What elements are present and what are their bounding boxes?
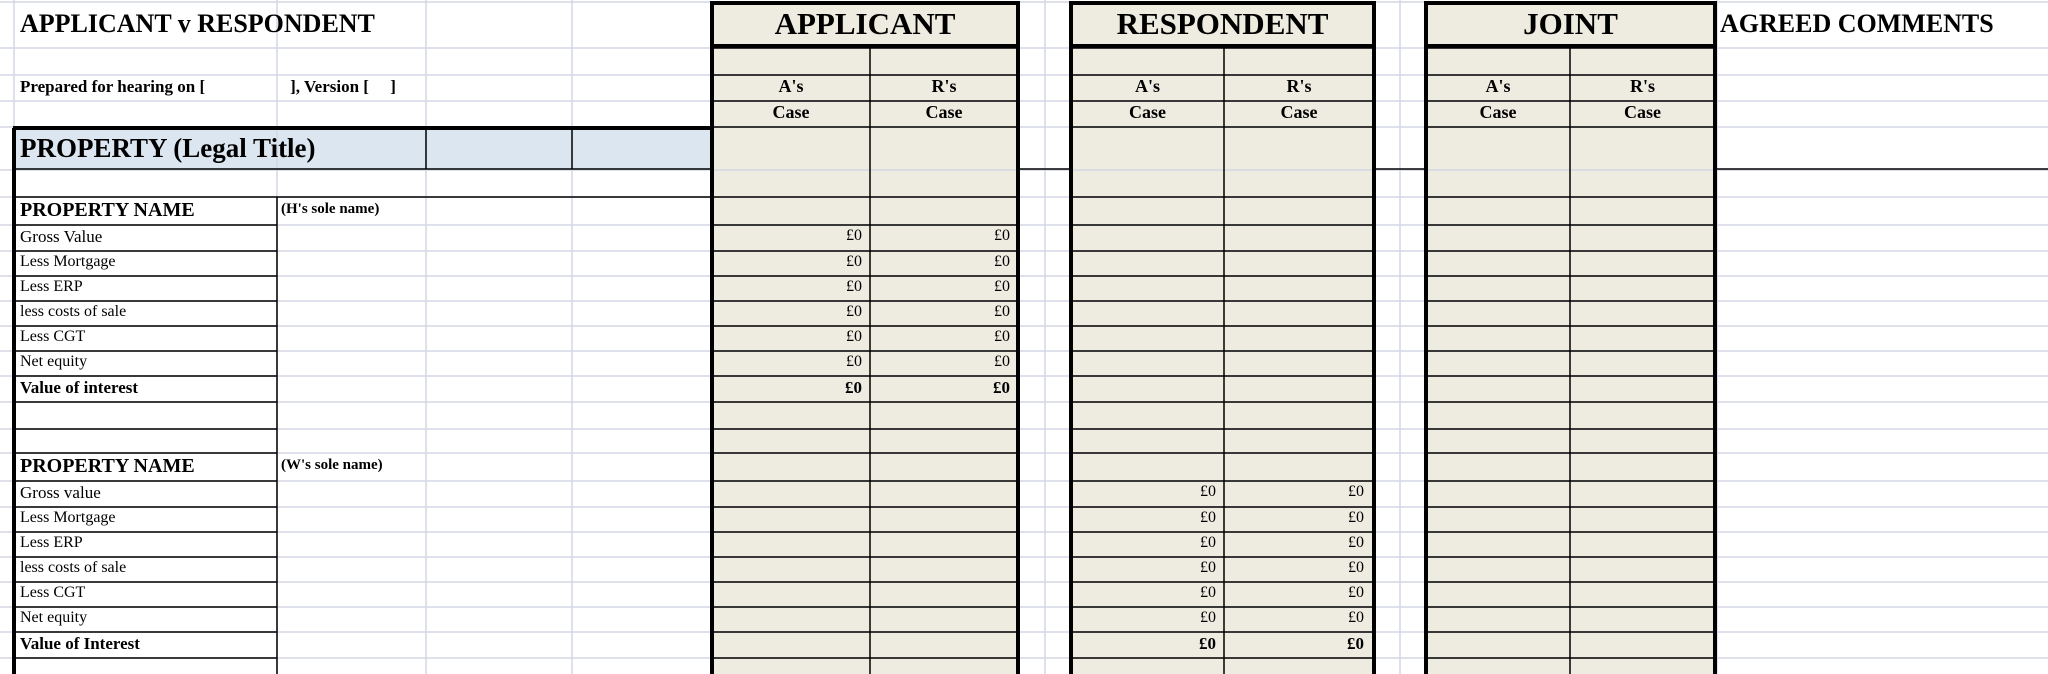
- property-1-total-label: Value of interest: [20, 378, 139, 397]
- property-1-row-label: Less ERP: [20, 278, 83, 295]
- property-2-name: PROPERTY NAME: [20, 455, 195, 477]
- property-2-row-a-value: £0: [1200, 559, 1216, 576]
- property-2-row-r-value: £0: [1348, 609, 1364, 626]
- applicant-r-case-top: R's: [931, 76, 957, 96]
- property-1-row-a-value: £0: [846, 278, 862, 295]
- property-1-row-r-value: £0: [994, 227, 1010, 244]
- joint-a-case-bottom: Case: [1479, 102, 1517, 122]
- prepared-line: Prepared for hearing on [ ], Version [ ]: [20, 77, 396, 96]
- property-2-row-label: Less ERP: [20, 534, 83, 551]
- property-2-total-label: Value of Interest: [20, 634, 140, 653]
- property-1-row-r-value: £0: [994, 278, 1010, 295]
- sheet-title: APPLICANT v RESPONDENT: [20, 9, 375, 38]
- property-2-row-a-value: £0: [1200, 584, 1216, 601]
- property-1-note: (H's sole name): [281, 201, 380, 217]
- property-2-row-a-value: £0: [1200, 483, 1216, 500]
- property-2-row-label: Less CGT: [20, 584, 86, 601]
- property-1-row-r-value: £0: [994, 328, 1010, 345]
- applicant-r-case-bottom: Case: [925, 102, 963, 122]
- property-1-row-label: Gross Value: [20, 227, 103, 246]
- respondent-header: RESPONDENT: [1116, 6, 1329, 41]
- property-2-row-label: less costs of sale: [20, 559, 127, 576]
- property-2-total-a-value: £0: [1199, 634, 1216, 653]
- property-1-row-a-value: £0: [846, 303, 862, 320]
- property-2-row-label: Less Mortgage: [20, 509, 116, 526]
- property-2-row-r-value: £0: [1348, 483, 1364, 500]
- property-2-row-r-value: £0: [1348, 584, 1364, 601]
- property-2-row-a-value: £0: [1200, 534, 1216, 551]
- property-1-row-label: Net equity: [20, 353, 88, 370]
- property-2-note: (W's sole name): [281, 457, 383, 473]
- property-2-total-r-value: £0: [1347, 634, 1364, 653]
- joint-a-case-top: A's: [1485, 76, 1511, 96]
- property-1-row-label: Less CGT: [20, 328, 86, 345]
- property-1-row-r-value: £0: [994, 253, 1010, 270]
- property-1-total-a-value: £0: [845, 378, 862, 397]
- joint-r-case-bottom: Case: [1624, 102, 1661, 122]
- property-1-row-label: Less Mortgage: [20, 253, 116, 270]
- property-2-row-label: Gross value: [20, 483, 101, 502]
- respondent-r-case-top: R's: [1286, 76, 1312, 96]
- applicant-a-case-top: A's: [778, 76, 804, 96]
- respondent-r-case-bottom: Case: [1280, 102, 1318, 122]
- agreed-comments-header: AGREED COMMENTS: [1720, 9, 1994, 38]
- property-2-row-label: Net equity: [20, 609, 88, 626]
- respondent-a-case-bottom: Case: [1129, 102, 1166, 122]
- property-1-row-r-value: £0: [994, 303, 1010, 320]
- applicant-header: APPLICANT: [774, 6, 956, 41]
- property-2-row-r-value: £0: [1348, 509, 1364, 526]
- property-1-row-label: less costs of sale: [20, 303, 127, 320]
- property-2-row-a-value: £0: [1200, 609, 1216, 626]
- property-1-row-r-value: £0: [994, 353, 1010, 370]
- section-title: PROPERTY (Legal Title): [20, 133, 316, 163]
- joint-header: JOINT: [1523, 6, 1618, 41]
- property-2-row-a-value: £0: [1200, 509, 1216, 526]
- applicant-a-case-bottom: Case: [772, 102, 810, 122]
- respondent-a-case-top: A's: [1134, 76, 1160, 96]
- property-1-row-a-value: £0: [846, 253, 862, 270]
- property-1-row-a-value: £0: [846, 328, 862, 345]
- property-1-name: PROPERTY NAME: [20, 199, 195, 221]
- joint-r-case-top: R's: [1629, 76, 1655, 96]
- property-2-row-r-value: £0: [1348, 534, 1364, 551]
- property-1-row-a-value: £0: [846, 227, 862, 244]
- property-1-total-r-value: £0: [993, 378, 1010, 397]
- property-1-row-a-value: £0: [846, 353, 862, 370]
- property-2-row-r-value: £0: [1348, 559, 1364, 576]
